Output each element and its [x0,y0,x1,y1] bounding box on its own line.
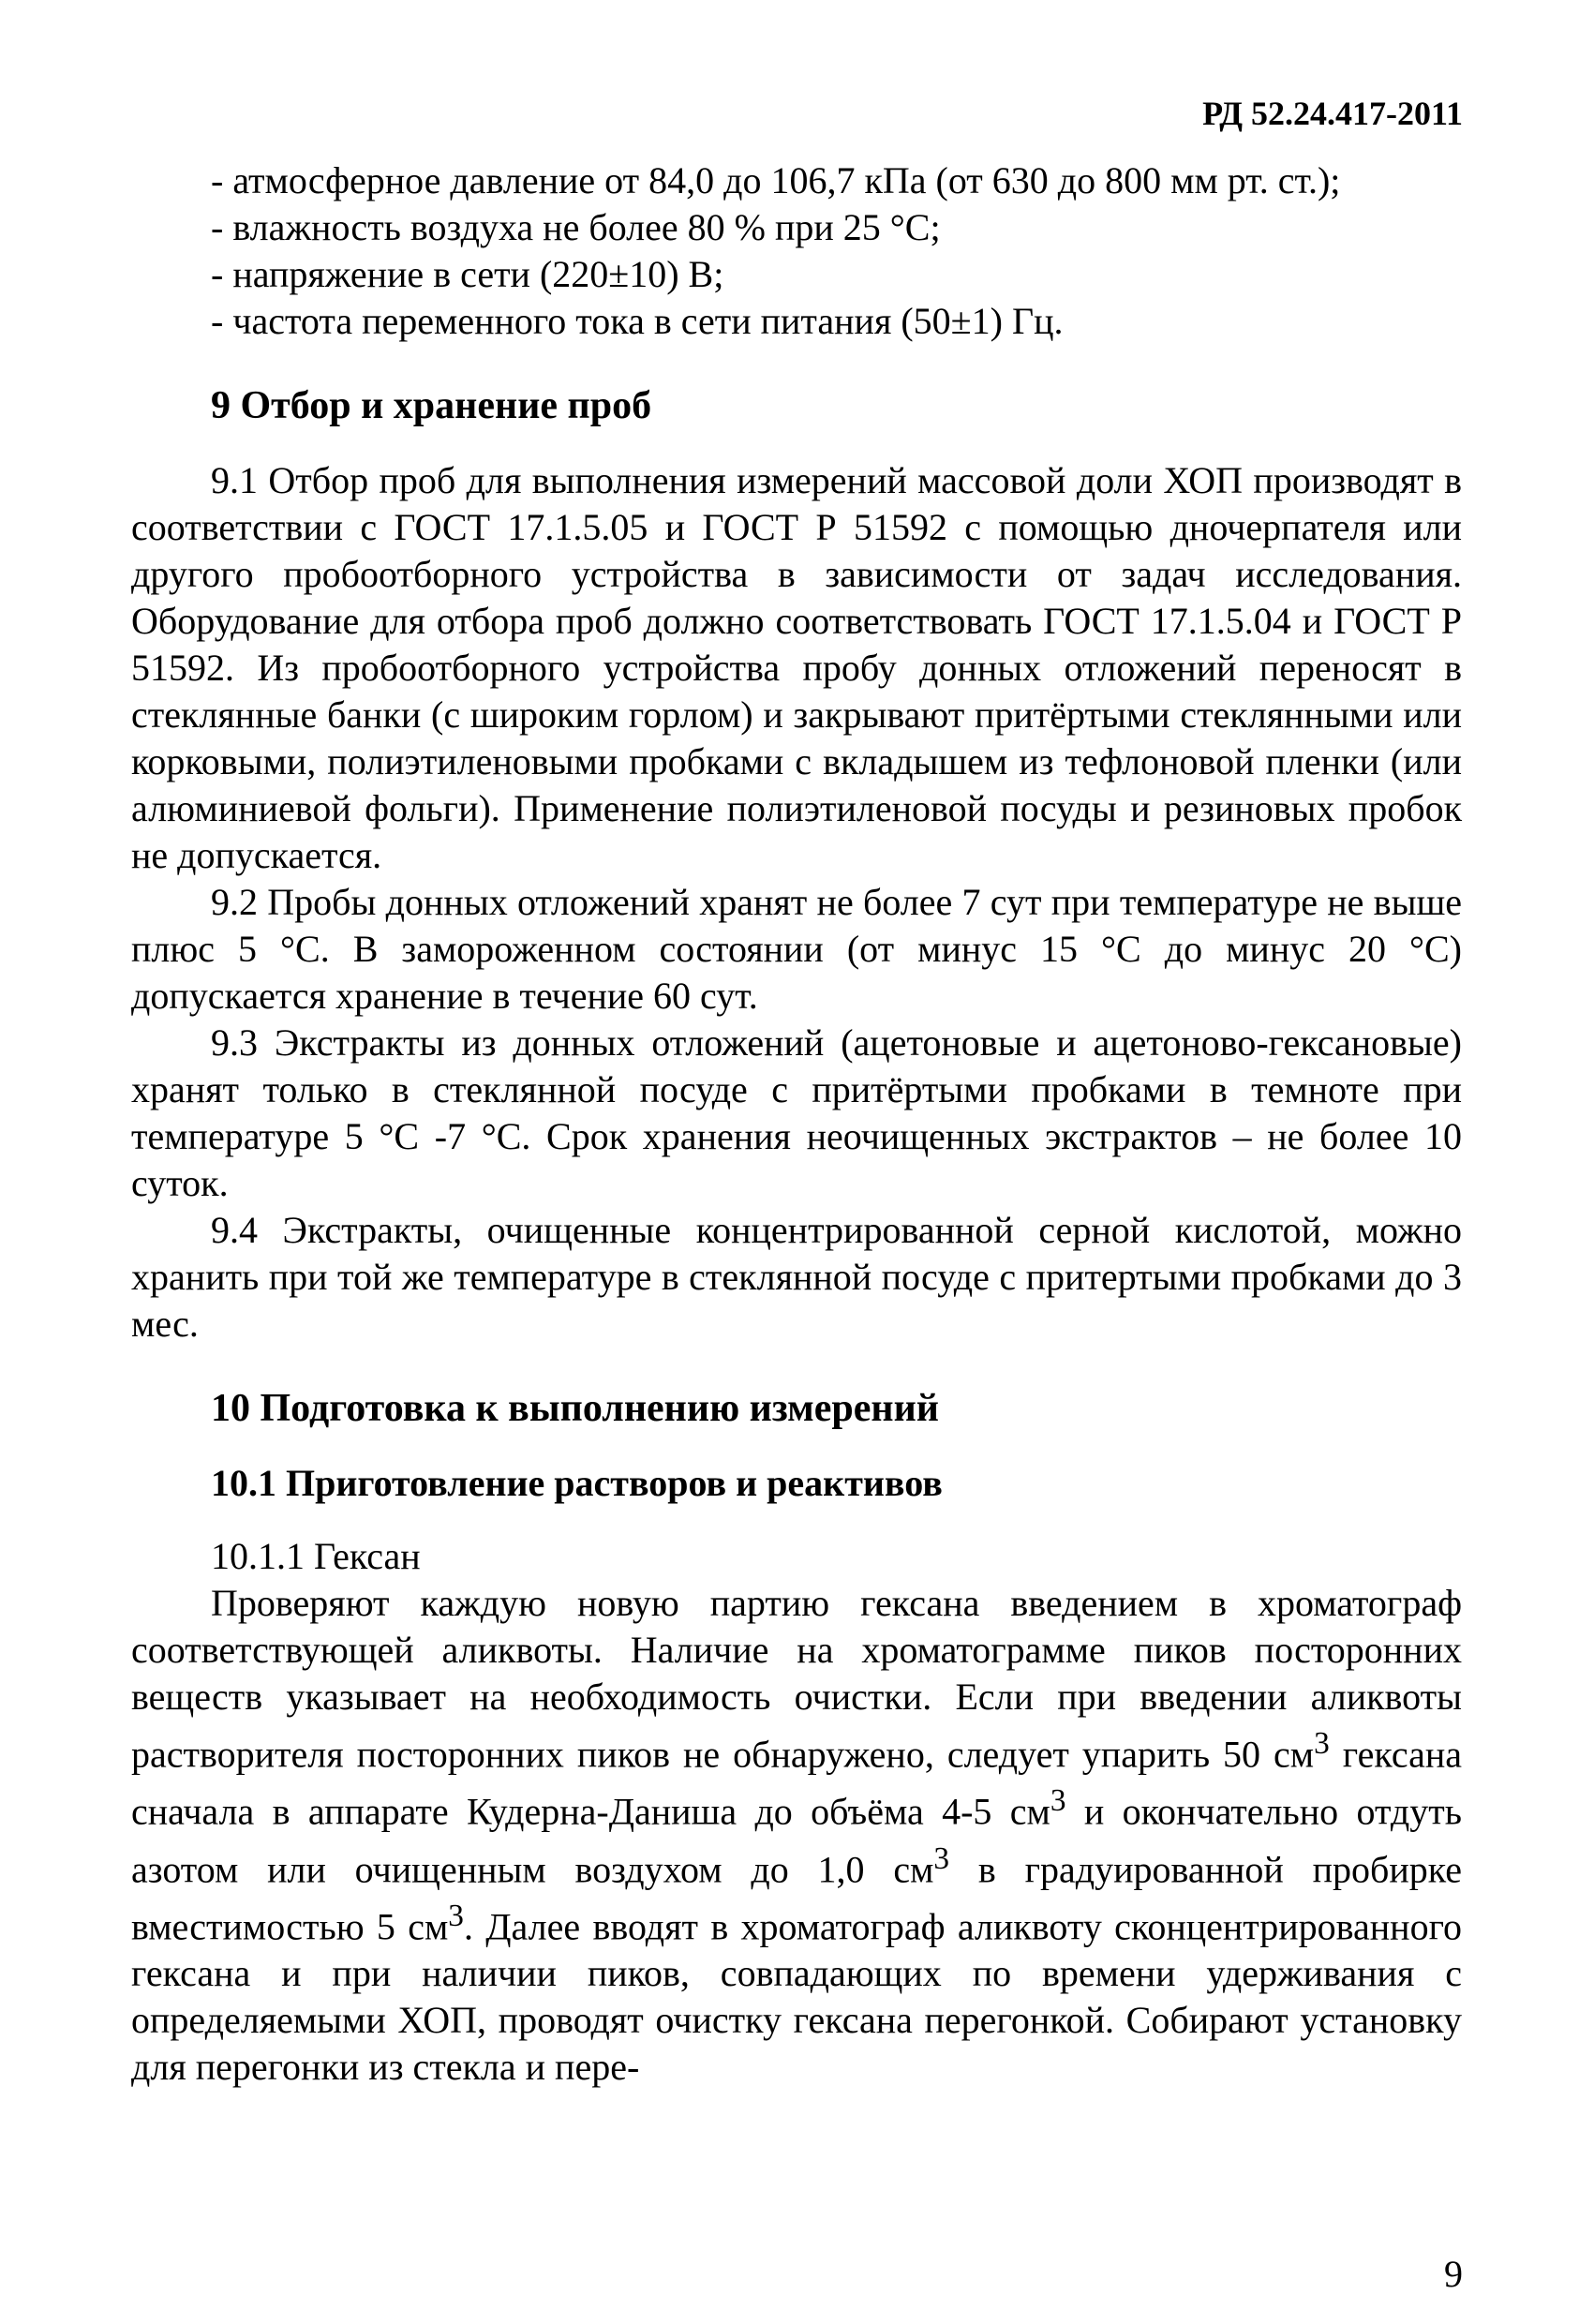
subsection-10-1-title: 10.1 Приготовление растворов и реактивов [211,1462,943,1504]
superscript: 3 [933,1840,950,1876]
page-number: 9 [1444,2253,1463,2295]
page-content [131,157,1462,2091]
list-item: - напряжение в сети (220±10) В; [211,253,724,295]
list-item: - частота переменного тока в сети питания (50±1) Гц. [211,300,1064,342]
text-run: и окончательно отдуть азотом или очищенным воздухом до 1,0 см [131,1790,1462,1890]
paragraph-9-2: 9.2 Пробы донных отложений хранят не более 7 сут при температуре не выше плюс 5 °С. В замороженном состоянии (от минус 15 °С до минус 20 °С) допускается хранение в течение 60 сут. [131,881,1462,1017]
paragraph-10-1-1 [131,1580,1462,2091]
text-run: Проверяют каждую новую партию гексана введением в хроматограф соответствующей аликвоты. Наличие на хроматограмме пиков посторонних веществ указывает на необходимость очистки. Если при введении аликвоты растворителя посторонних пиков не обнаружено, следует упарить 50 см [131,1582,1462,1776]
text-run: в градуированной пробирке вместимостью 5 см [131,1847,1462,1948]
list-item: - атмосферное давление от 84,0 до 106,7 кПа (от 630 до 800 мм рт. ст.); [211,159,1341,201]
text-run: гексана сначала в аппарате Кудерна-Даниша до объёма 4-5 см [131,1733,1462,1833]
list-item: - влажность воздуха не более 80 % при 25 °С; [211,206,941,248]
section-9-title: 9 Отбор и хранение проб [211,384,652,427]
paragraph-9-4: 9.4 Экстракты, очищенные концентрированной серной кислотой, можно хранить при той же температуре в стеклянной посуде с притертыми пробками до 3 мес. [131,1209,1462,1345]
section-10-title: 10 Подготовка к выполнению измерений [211,1387,939,1430]
superscript: 3 [1314,1726,1330,1761]
paragraph-9-3: 9.3 Экстракты из донных отложений (ацетоновые и ацетоново-гексановые) хранят только в стеклянной посуде с притёртыми пробками в темноте при температуре 5 °С -7 °С. Срок хранения неочищенных экстрактов – не более 10 суток. [131,1021,1462,1204]
text-run: . Далее вводят в хроматограф аликвоту сконцентрированного гексана и при наличии пиков, совпадающих по времени удерживания с определяемыми ХОП, проводят очистку гексана перегонкой. Собирают установку для перегонки из стекла и пере- [131,1905,1462,2089]
subsection-10-1-1-title: 10.1.1 Гексан [211,1535,421,1577]
superscript: 3 [448,1898,464,1933]
superscript: 3 [1050,1783,1066,1819]
paragraph-9-1: 9.1 Отбор проб для выполнения измерений массовой доли ХОП производят в соответствии с ГОСТ 17.1.5.05 и ГОСТ Р 51592 с помощью дночерпателя или другого пробоотборного устройства в зависимости от задач исследования. Оборудование для отбора проб должно соответствовать ГОСТ 17.1.5.04 и ГОСТ Р 51592. Из пробоотборного устройства пробу донных отложений переносят в стеклянные банки (с широким горлом) и закрывают притёртыми стеклянными или корковыми, полиэтиленовыми пробками с вкладышем из тефлоновой пленки (или алюминиевой фольги). Применение полиэтиленовой посуды и резиновых пробок не допускается. [131,459,1462,876]
document-code: РД 52.24.417-2011 [1202,95,1463,132]
